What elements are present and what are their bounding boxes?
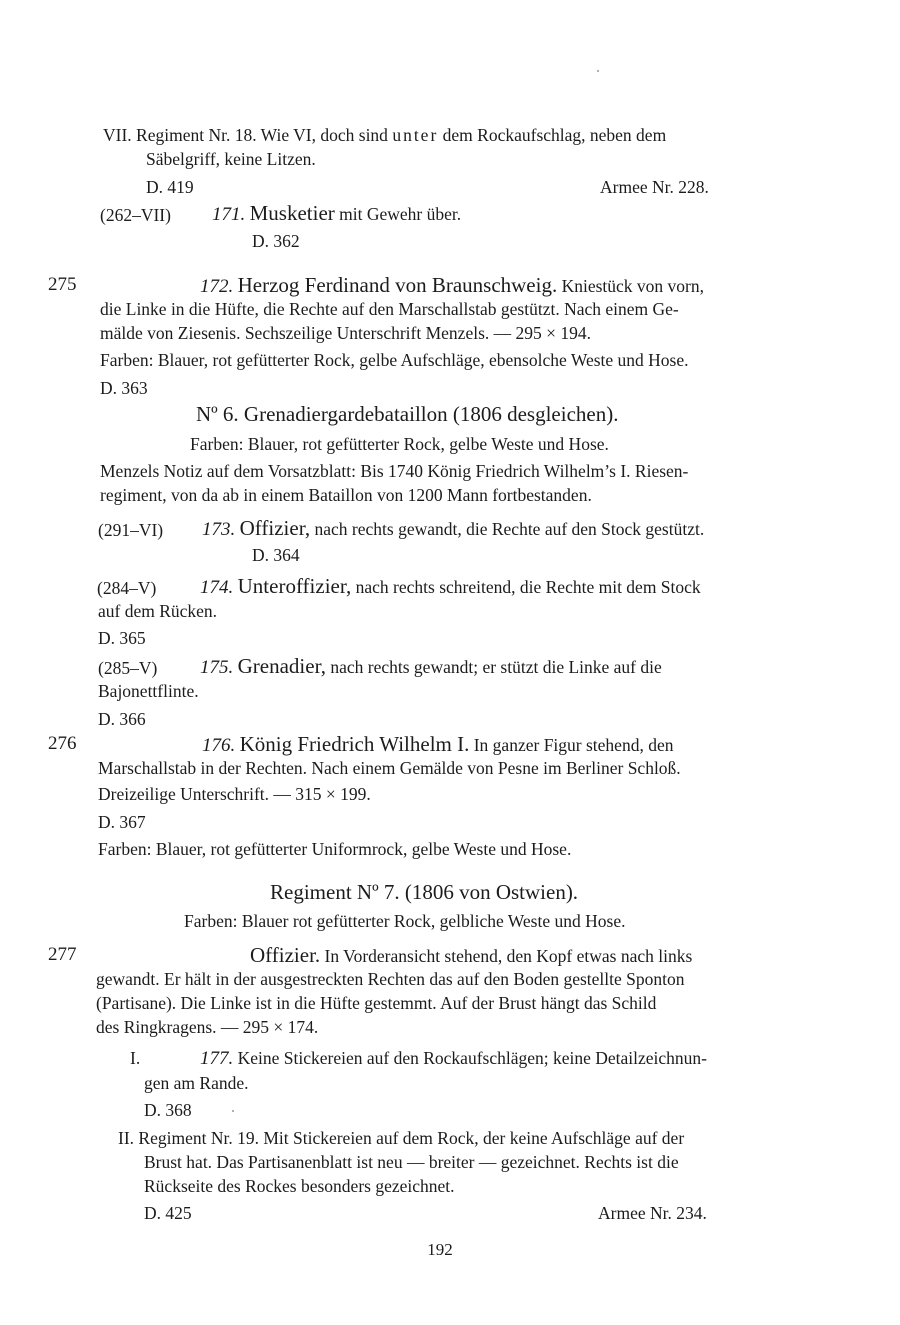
entry-174-title: Unteroffizier, <box>237 574 352 598</box>
entry-174: 174. Unteroffizier, nach rechts schreitend, die Rechte mit dem Stock <box>200 574 701 598</box>
section-no7-farben: Farben: Blauer rot gefütterter Rock, gelbliche Weste und Hose. <box>184 911 626 931</box>
entry-277: Offizier. In Vorderansicht stehend, den Kopf etwas nach links <box>250 943 693 967</box>
section-no6-note-line2: regiment, von da ab in einem Bataillon von 1200 Mann fortbestanden. <box>100 485 592 505</box>
entry-ii-line3: Rückseite des Rockes besonders gezeichnet. <box>144 1176 455 1196</box>
entry-277-title: Offizier. <box>250 943 321 967</box>
entry-175-line2: Bajonettflinte. <box>98 681 199 701</box>
section-no6-note-line1: Menzels Notiz auf dem Vorsatzblatt: Bis 1740 König Friedrich Wilhelm’s I. Riesen- <box>100 461 689 481</box>
entry-176-line2: Marschallstab in der Rechten. Nach einem Gemälde von Pesne im Berliner Schloß. <box>98 758 681 778</box>
margin-number-275: 275 <box>48 274 77 295</box>
entry-vii-d: D. 419 <box>146 177 194 197</box>
paper-speck <box>232 1110 234 1112</box>
entry-277-line2: gewandt. Er hält in der ausgestreckten Rechten das auf den Boden gestellte Sponton <box>96 969 685 989</box>
entry-177-line2: gen am Rande. <box>144 1073 249 1093</box>
entry-171: 171. Musketier mit Gewehr über. <box>212 201 462 225</box>
entry-175: 175. Grenadier, nach rechts gewandt; er stützt die Linke auf die <box>200 654 662 678</box>
entry-176-title: König Friedrich Wilhelm I. <box>239 732 470 756</box>
entry-173-d: D. 364 <box>252 545 300 565</box>
paper-speck <box>597 70 599 72</box>
entry-177-d: D. 368 <box>144 1100 192 1120</box>
entry-174-line2: auf dem Rücken. <box>98 601 218 621</box>
section-no6-farben: Farben: Blauer, rot gefütterter Rock, gelbe Weste und Hose. <box>190 434 609 454</box>
entry-172-title: Herzog Ferdinand von Braunschweig. <box>237 273 558 297</box>
entry-ii-armee: Armee Nr. 234. <box>598 1203 707 1223</box>
entry-176-farben: Farben: Blauer, rot gefütterter Uniformrock, gelbe Weste und Hose. <box>98 839 572 859</box>
entry-277-line3: (Partisane). Die Linke ist in die Hüfte gestemmt. Auf der Brust hängt das Schild <box>96 993 657 1013</box>
entry-vii-line1: VII. Regiment Nr. 18. Wie VI, doch sind unter dem Rockaufschlag, neben dem <box>103 125 667 145</box>
entry-176-line3: Dreizeilige Unterschrift. — 315 × 199. <box>98 784 371 804</box>
entry-177: 177. Keine Stickereien auf den Rockaufschlägen; keine Detailzeichnun- <box>200 1048 708 1069</box>
margin-number-276: 276 <box>48 733 77 754</box>
entry-172: 172. Herzog Ferdinand von Braunschweig. Kniestück von vorn, <box>200 273 705 297</box>
section-heading-no7: Regiment Nº 7. (1806 von Ostwien). <box>270 880 579 904</box>
margin-number-277: 277 <box>48 944 77 965</box>
entry-173-title: Offizier, <box>239 516 311 540</box>
entry-175-d: D. 366 <box>98 709 146 729</box>
entry-vii-armee: Armee Nr. 228. <box>600 177 709 197</box>
entry-173-ref: (291–VI) <box>98 520 164 540</box>
entry-277-line4: des Ringkragens. — 295 × 174. <box>96 1017 319 1037</box>
entry-ii-d: D. 425 <box>144 1203 192 1223</box>
entry-175-title: Grenadier, <box>237 654 326 678</box>
entry-175-ref: (285–V) <box>98 658 158 678</box>
section-heading-no6: Nº 6. Grenadiergardebataillon (1806 desgleichen). <box>196 402 619 426</box>
entry-172-farben: Farben: Blauer, rot gefütterter Rock, gelbe Aufschläge, ebensolche Weste und Hose. <box>100 350 689 370</box>
page-number: 192 <box>427 1240 453 1259</box>
entry-171-title: Musketier <box>249 201 335 225</box>
entry-ii-line1: II. Regiment Nr. 19. Mit Stickereien auf dem Rock, der keine Aufschläge auf der <box>118 1128 685 1148</box>
entry-vii-line2: Säbelgriff, keine Litzen. <box>146 149 316 169</box>
entry-177-ref: I. <box>130 1048 141 1068</box>
entry-ii-line2: Brust hat. Das Partisanenblatt ist neu — breiter — gezeichnet. Rechts ist die <box>144 1152 679 1172</box>
entry-173: 173. Offizier, nach rechts gewandt, die Rechte auf den Stock gestützt. <box>202 516 705 540</box>
entry-174-ref: (284–V) <box>97 578 157 598</box>
entry-172-line2: die Linke in die Hüfte, die Rechte auf den Marschallstab gestützt. Nach einem Ge- <box>100 299 679 319</box>
entry-172-line3: mälde von Ziesenis. Sechszeilige Unterschrift Menzels. — 295 × 194. <box>100 323 591 343</box>
entry-174-d: D. 365 <box>98 628 146 648</box>
entry-176: 176. König Friedrich Wilhelm I. In ganzer Figur stehend, den <box>202 732 674 756</box>
entry-176-d: D. 367 <box>98 812 146 832</box>
entry-171-d: D. 362 <box>252 231 300 251</box>
entry-171-ref: (262–VII) <box>100 205 171 225</box>
entry-172-d: D. 363 <box>100 378 148 398</box>
